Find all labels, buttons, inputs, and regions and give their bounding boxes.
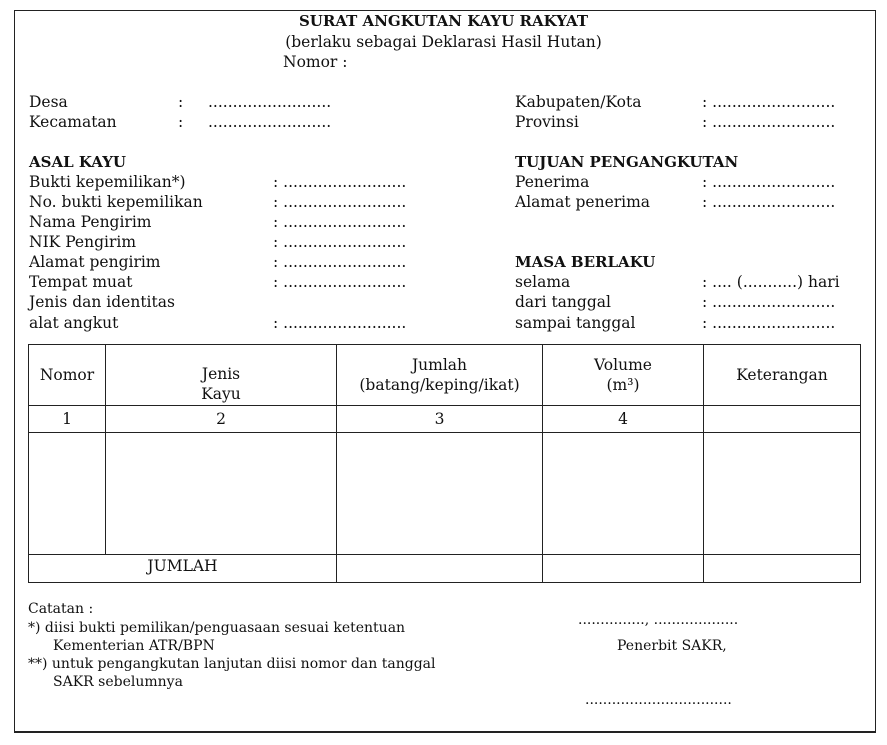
column-number: 4	[543, 406, 704, 433]
column-number: 2	[106, 406, 337, 433]
column-number-empty	[704, 406, 861, 433]
dari-tanggal-field[interactable]: : .........................	[702, 293, 836, 311]
header-jumlah: Jumlah (batang/keping/ikat)	[337, 345, 543, 406]
bukti-kepemilikan-label: Bukti kepemilikan*)	[29, 173, 186, 191]
header-keterangan: Keterangan	[704, 345, 861, 406]
alamat-pengirim-label: Alamat pengirim	[29, 253, 161, 271]
note-2-cont: SAKR sebelumnya	[53, 674, 183, 690]
sampai-tanggal-label: sampai tanggal	[515, 314, 636, 332]
total-label: JUMLAH	[29, 555, 337, 583]
masa-berlaku-heading: MASA BERLAKU	[515, 253, 656, 271]
total-keterangan-cell[interactable]	[704, 555, 861, 583]
jumlah-cell[interactable]	[337, 433, 543, 555]
provinsi-label: Provinsi	[515, 113, 579, 131]
total-jumlah-cell[interactable]	[337, 555, 543, 583]
alamat-pengirim-field[interactable]: : .........................	[273, 253, 407, 271]
asal-kayu-heading: ASAL KAYU	[29, 153, 126, 171]
nama-pengirim-field[interactable]: : .........................	[273, 213, 407, 231]
penerima-label: Penerima	[515, 173, 590, 191]
tujuan-heading: TUJUAN PENGANGKUTAN	[515, 153, 739, 171]
jenis-kayu-cell[interactable]	[106, 433, 337, 555]
nomor-cell[interactable]	[29, 433, 106, 555]
column-number: 1	[29, 406, 106, 433]
alamat-penerima-label: Alamat penerima	[515, 193, 651, 211]
alat-angkut-field[interactable]: : .........................	[273, 314, 407, 332]
tempat-muat-label: Tempat muat	[29, 273, 133, 291]
no-bukti-field[interactable]: : .........................	[273, 193, 407, 211]
penerima-field[interactable]: : .........................	[702, 173, 836, 191]
dari-tanggal-label: dari tanggal	[515, 293, 611, 311]
alat-angkut-label: alat angkut	[29, 314, 119, 332]
kecamatan-field[interactable]: .........................	[208, 113, 332, 131]
table-row	[29, 433, 861, 555]
selama-field[interactable]: : .... (...........) hari	[702, 273, 840, 291]
signature-name-field[interactable]: .................................	[585, 692, 732, 708]
nama-pengirim-label: Nama Pengirim	[29, 213, 152, 231]
header-volume: Volume (m³)	[543, 345, 704, 406]
selama-label: selama	[515, 273, 571, 291]
document-subtitle: (berlaku sebagai Deklarasi Hasil Hutan)	[285, 33, 602, 51]
bukti-kepemilikan-field[interactable]: : .........................	[273, 173, 407, 191]
note-1: *) diisi bukti pemilikan/penguasaan sesuai ketentuan	[28, 620, 406, 636]
note-1-cont: Kementerian ATR/BPN	[53, 638, 215, 654]
timber-table	[28, 344, 861, 583]
no-bukti-label: No. bukti kepemilikan	[29, 193, 203, 211]
kecamatan-colon: :	[178, 113, 184, 131]
place-date-field[interactable]: ..............., ...................	[578, 612, 739, 628]
note-2: **) untuk pengangkutan lanjutan diisi nomor dan tanggal	[28, 656, 436, 672]
jenis-identitas-label: Jenis dan identitas	[29, 293, 175, 311]
sampai-tanggal-field[interactable]: : .........................	[702, 314, 836, 332]
volume-cell[interactable]	[543, 433, 704, 555]
tempat-muat-field[interactable]: : .........................	[273, 273, 407, 291]
header-jenis-kayu: Jenis Kayu	[106, 345, 337, 406]
notes-title: Catatan :	[28, 601, 94, 617]
header-nomor: Nomor	[29, 345, 106, 406]
table-header-row	[29, 345, 861, 406]
kabupaten-label: Kabupaten/Kota	[515, 93, 642, 111]
nomor-label: Nomor :	[283, 53, 348, 71]
nik-pengirim-label: NIK Pengirim	[29, 233, 137, 251]
kabupaten-field[interactable]: : .........................	[702, 93, 836, 111]
total-volume-cell[interactable]	[543, 555, 704, 583]
desa-label: Desa	[29, 93, 68, 111]
document-title: SURAT ANGKUTAN KAYU RAKYAT	[298, 12, 589, 30]
desa-field[interactable]: .........................	[208, 93, 332, 111]
total-row	[29, 555, 861, 583]
issuer-label: Penerbit SAKR,	[617, 638, 727, 654]
kecamatan-label: Kecamatan	[29, 113, 117, 131]
column-number-row	[29, 406, 861, 433]
provinsi-field[interactable]: : .........................	[702, 113, 836, 131]
keterangan-cell[interactable]	[704, 433, 861, 555]
column-number: 3	[337, 406, 543, 433]
desa-colon: :	[178, 93, 184, 111]
alamat-penerima-field[interactable]: : .........................	[702, 193, 836, 211]
nik-pengirim-field[interactable]: : .........................	[273, 233, 407, 251]
